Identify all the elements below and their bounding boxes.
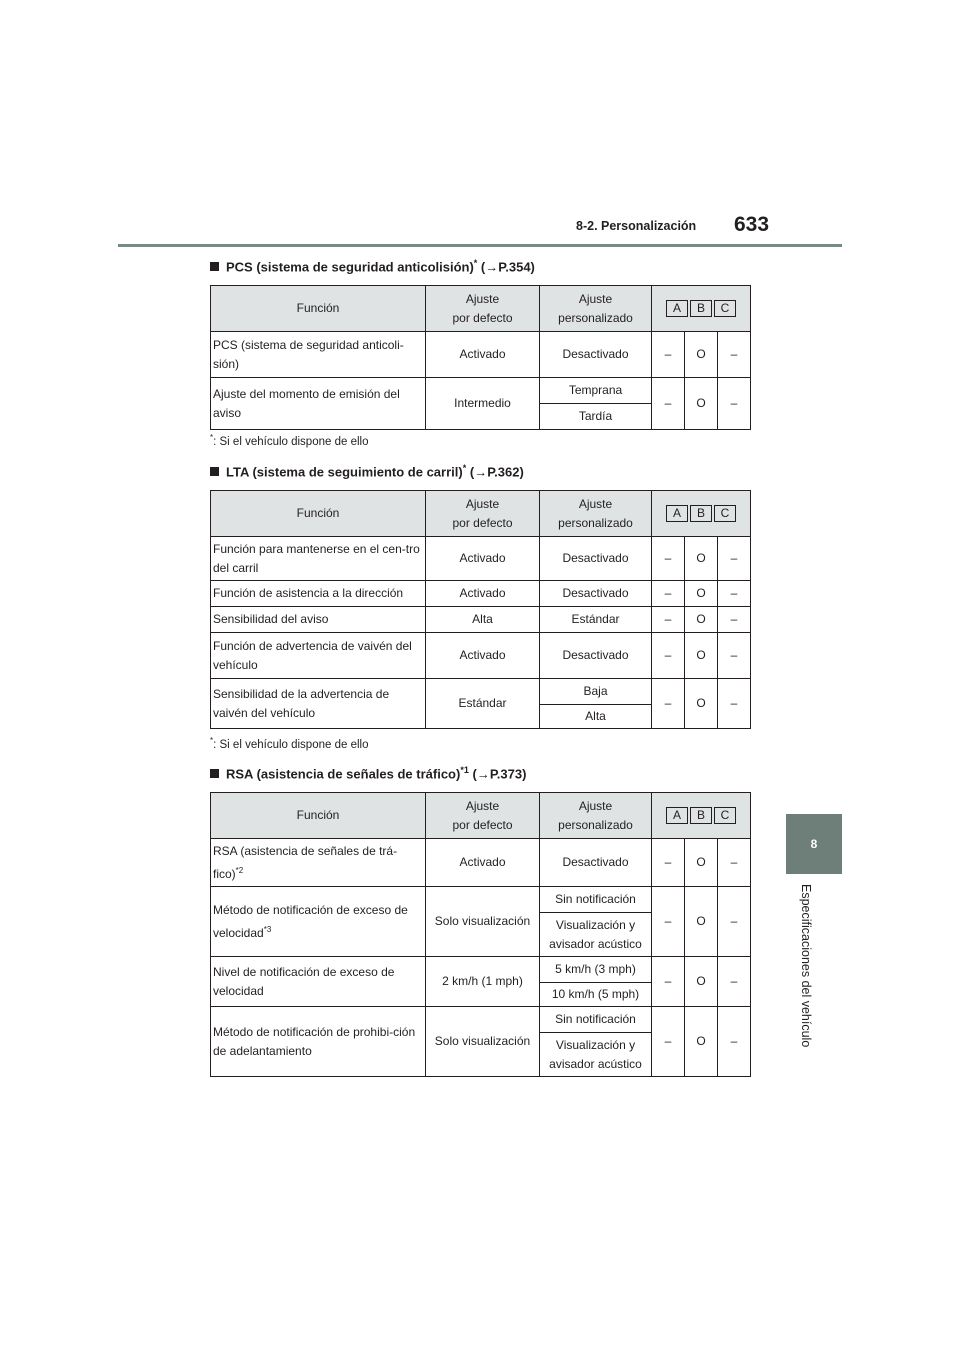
- footnote-pcs: *: Si el vehículo dispone de ello: [210, 433, 369, 448]
- square-bullet-icon: [210, 262, 219, 271]
- col-header-function: Función: [211, 491, 426, 537]
- chapter-tab-label: Especificaciones del vehículo: [799, 884, 813, 1048]
- square-bullet-icon: [210, 769, 219, 778]
- header-section-title: 8-2. Personalización: [576, 219, 697, 233]
- col-header-abc: A B C: [652, 286, 751, 332]
- table-row: RSA (asistencia de señales de trá-fico)$^{*2}$ Activado Desactivado – O –: [211, 839, 751, 887]
- col-header-function: Función: [211, 793, 426, 839]
- table-row: Ajuste del momento de emisión del aviso Intermedio Temprana – O –: [211, 378, 751, 404]
- col-header-abc: A B C: [652, 793, 751, 839]
- page-number: 633: [734, 213, 770, 236]
- page-reference-link[interactable]: (→P.354): [480, 259, 535, 275]
- col-header-abc: A B C: [652, 491, 751, 537]
- square-bullet-icon: [210, 467, 219, 476]
- col-header-default: Ajuste por defecto: [426, 286, 540, 332]
- page-reference-link[interactable]: (→P.362): [469, 464, 524, 480]
- col-header-custom: Ajuste personalizado: [540, 286, 652, 332]
- table-row: Sensibilidad del aviso Alta Estándar – O –: [211, 607, 751, 633]
- table-row: Método de notificación de prohibi-ción de adelantamiento Solo visualización Sin notificación – O –: [211, 1007, 751, 1033]
- col-header-default: Ajuste por defecto: [426, 793, 540, 839]
- table-row: Nivel de notificación de exceso de velocidad 2 km/h (1 mph) 5 km/h (3 mph) – O –: [211, 957, 751, 983]
- table-row: Método de notificación de exceso de velocidad$^{*3}$ Solo visualización Sin notificación – O –: [211, 887, 751, 913]
- page-reference-link[interactable]: (→P.373): [472, 766, 527, 782]
- section-title-rsa: RSA (asistencia de señales de tráfico)$^{*1}$ (→P.373): [210, 765, 526, 781]
- col-header-default: Ajuste por defecto: [426, 491, 540, 537]
- table-row: Sensibilidad de la advertencia de vaivén del vehículo Estándar Baja – O –: [211, 679, 751, 705]
- col-header-function: Función: [211, 286, 426, 332]
- table-row: Función de advertencia de vaivén del vehículo Activado Desactivado – O –: [211, 633, 751, 679]
- table-row: Función de asistencia a la dirección Activado Desactivado – O –: [211, 581, 751, 607]
- col-header-custom: Ajuste personalizado: [540, 491, 652, 537]
- table-row: Función para mantenerse en el cen-tro del carril Activado Desactivado – O –: [211, 537, 751, 581]
- table-lta: Función Ajuste por defecto Ajuste personalizado A B C Función para mantenerse en el cen-tro del carril Activado Desactivado – O – Función de asistencia a la dirección Activado Desactivado – O – Sensibilidad del aviso Alta Estándar – O – Función de advertencia de vaivén del vehículo Activado Desactivado – O – Sensibilidad de la advertencia de vaivén del vehículo Estándar Baja – O – Alta: [210, 490, 751, 729]
- section-title-pcs: PCS (sistema de seguridad anticolisión)* (→P.354): [210, 258, 535, 274]
- table-rsa: Función Ajuste por defecto Ajuste personalizado A B C RSA (asistencia de señales de trá-fico)$^{*2}$ Activado Desactivado – O – Método de notificación de exceso de velocidad$^{*3}$ Solo visualización Sin notificación – O – Visualización y avisador acústico Nivel de notificación de exceso de velocidad 2 km/h (1 mph) 5 km/h (3 mph) – O – 10 km/h (5 mph) Método de notificación de prohibi-ción de adelantamiento Solo visualización Sin notificación – O – Visualización y avisador acústico: [210, 792, 751, 1077]
- header-rule: [118, 244, 842, 247]
- col-header-custom: Ajuste personalizado: [540, 793, 652, 839]
- table-row: PCS (sistema de seguridad anticoli-sión) Activado Desactivado – O –: [211, 332, 751, 378]
- chapter-tab[interactable]: 8: [786, 814, 842, 874]
- footnote-lta: *: Si el vehículo dispone de ello: [210, 736, 369, 751]
- table-pcs: Función Ajuste por defecto Ajuste personalizado A B C PCS (sistema de seguridad anticoli-sión) Activado Desactivado – O – Ajuste del momento de emisión del aviso Intermedio Temprana – O – Tardía: [210, 285, 751, 430]
- section-title-lta: LTA (sistema de seguimiento de carril)* (→P.362): [210, 463, 524, 479]
